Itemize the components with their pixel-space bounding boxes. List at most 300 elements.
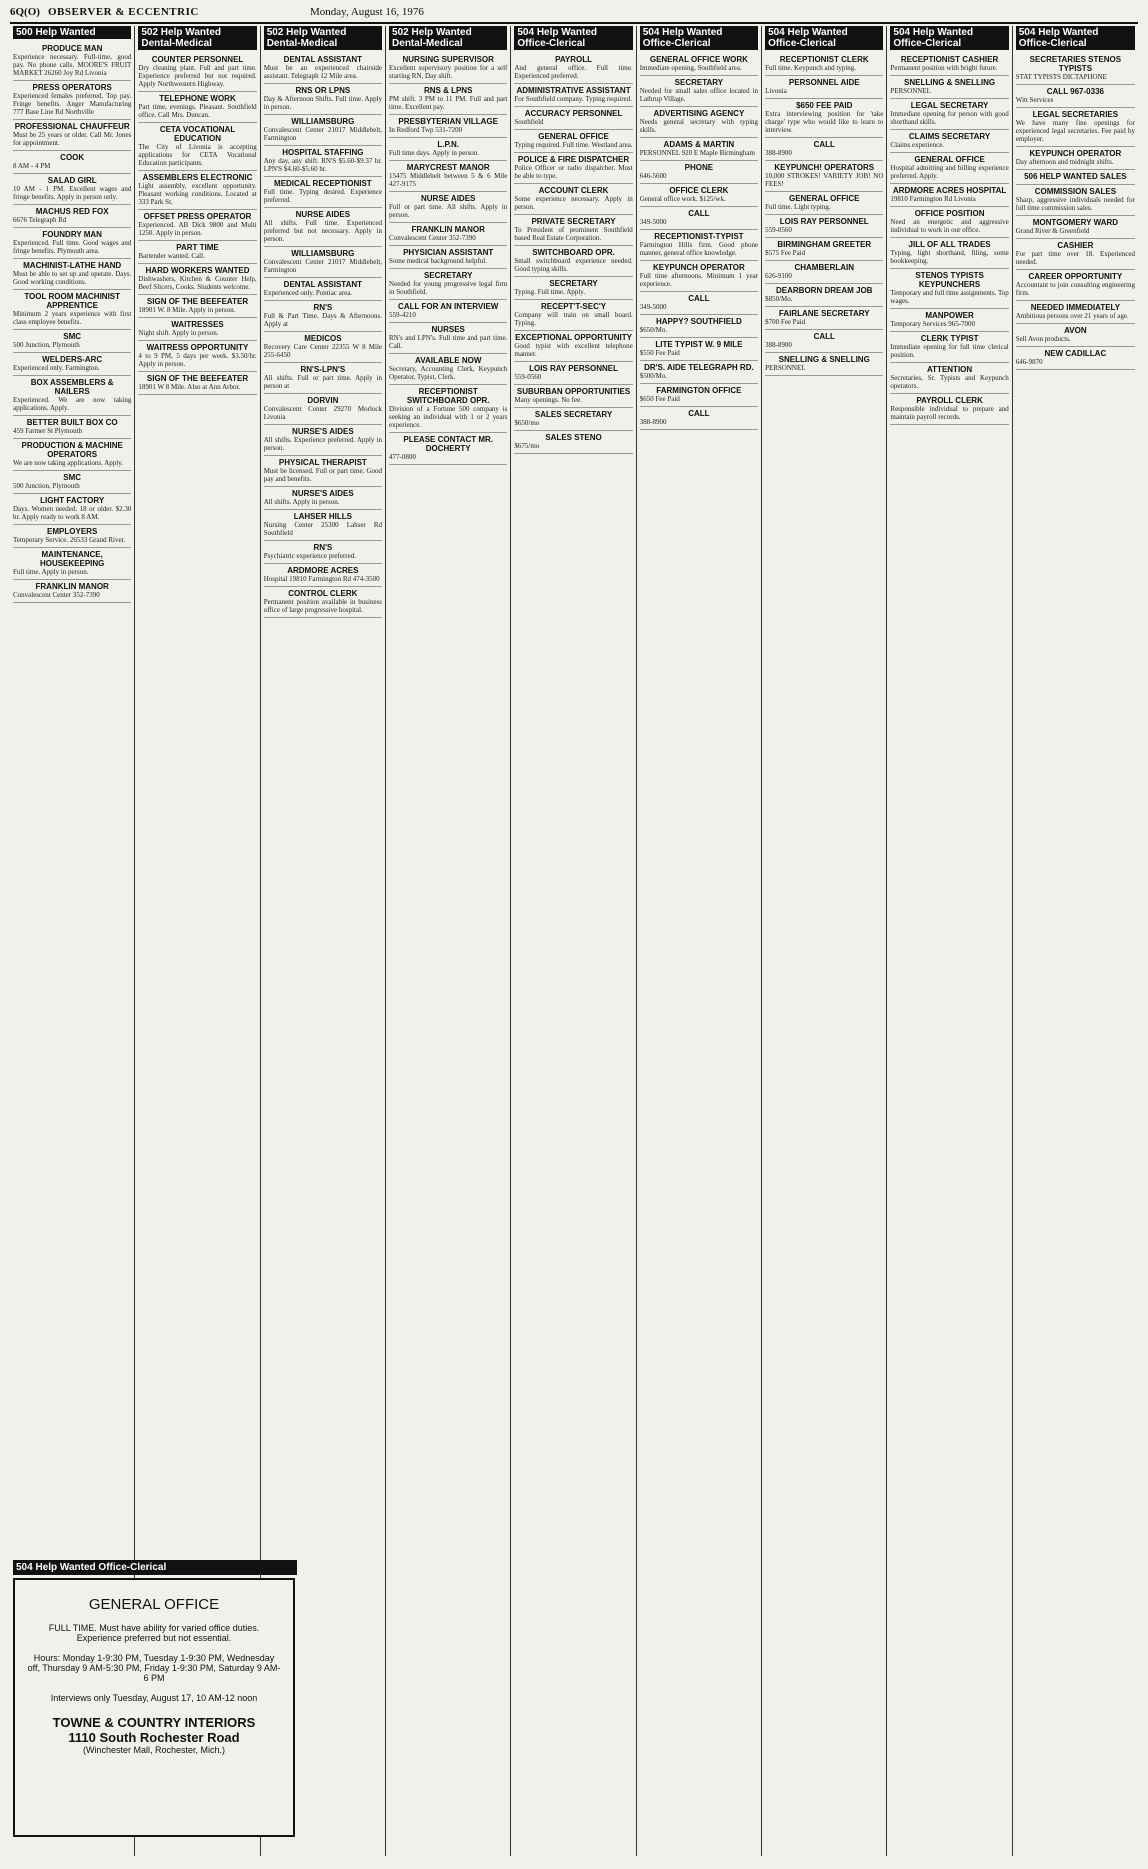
ad-body: Secretary, Accounting Clerk, Keypunch Operator, Typist, Clerk. <box>389 365 508 381</box>
classified-ad <box>264 177 382 208</box>
column-header: 504 Help Wanted Office-Clerical <box>1016 26 1135 50</box>
classified-ad <box>264 146 382 177</box>
classified-ad <box>13 439 131 471</box>
ad-body: Typing, light shorthand, filing, some bookkeeping. <box>890 249 1009 265</box>
classified-ad <box>514 184 632 215</box>
classified-ad <box>138 53 256 92</box>
ad-title: DENTAL ASSISTANT <box>283 55 363 64</box>
ad-title: CLAIMS SECRETARY <box>908 132 991 141</box>
ad-title: MACHUS RED FOX <box>35 207 109 216</box>
classified-ad <box>765 284 883 307</box>
classified-ad <box>138 210 256 241</box>
ad-body: Psychiatric experience preferred. <box>263 552 356 560</box>
ad-body: To President of prominent Southfield based Real Estate Corporation. <box>514 226 633 242</box>
ad-body: Hospital admitting and billing experience preferred. Apply. <box>890 164 1009 180</box>
ad-title: 506 HELP WANTED SALES <box>1024 172 1127 181</box>
classified-ad <box>765 353 883 376</box>
ad-title: CLERK TYPIST <box>920 334 979 343</box>
classified-ad <box>389 433 507 465</box>
ad-body: For Southfield company. Typing required. <box>514 95 632 103</box>
ad-body: Typing required. Full time. Westland area. <box>514 141 633 149</box>
ad-body: And general office. Full time. Experienced preferred. <box>514 64 633 80</box>
ad-body: Immediate opening, Southfield area. <box>639 64 742 72</box>
ad-body: Southfield <box>514 118 544 126</box>
classified-ad <box>514 107 632 130</box>
classified-ad <box>514 130 632 153</box>
ad-body: Many openings. No fee. <box>514 396 582 404</box>
classified-ad <box>765 99 883 138</box>
ad-title: PHYSICIAN ASSISTANT <box>403 248 494 257</box>
ad-title: SNELLING & SNELLING <box>778 355 870 364</box>
ad-body: 10 AM - 1 PM. Excellent wages and fringe benefits. Apply in person only. <box>13 185 132 201</box>
ad-body: 459 Farmer St Plymouth <box>13 427 83 435</box>
ad-title: LIGHT FACTORY <box>40 496 105 505</box>
ad-title: FRANKLIN MANOR <box>35 582 109 591</box>
ad-body: Day afternoon and midnight shifts. <box>1015 158 1114 166</box>
ad-title: PROFESSIONAL CHAUFFEUR <box>14 122 130 131</box>
ad-title: ACCURACY PERSONNEL <box>524 109 623 118</box>
ad-title: NURSE AIDES <box>421 194 476 203</box>
classified-ad <box>264 278 382 301</box>
ad-title: DR'S. AIDE TELEGRAPH RD. <box>644 363 754 372</box>
ad-title: SIGN OF THE BEEFEATER <box>146 297 249 306</box>
classified-ad <box>389 300 507 323</box>
ad-body: Sell Avon products. <box>1015 335 1071 343</box>
ad-body: Secretaries, Sr. Typists and Keypunch operators. <box>890 374 1009 390</box>
ad-body: 10,000 STROKES! VARIETY JOB! NO FEES! <box>765 172 884 188</box>
column-header: 500 Help Wanted <box>13 26 131 39</box>
classified-ad <box>514 300 632 331</box>
ad-title: HAPPY? SOUTHFIELD <box>656 317 742 326</box>
classified-ad <box>264 247 382 278</box>
column-header: 504 Help Wanted Office-Clerical <box>890 26 1008 50</box>
ad-title: NEEDED IMMEDIATELY <box>1030 303 1121 312</box>
ad-body: Need an energetic and aggressive individual to work in our office. <box>890 218 1009 234</box>
ad-body: Immediate opening for person with good shorthand skills. <box>890 110 1009 126</box>
ad-body: Full time afternoons. Minimum 1 year experience. <box>639 272 759 288</box>
ad-body: Full time days. Apply in person. <box>389 149 480 157</box>
ad-title: COUNTER PERSONNEL <box>151 55 244 64</box>
classified-ad <box>13 525 131 548</box>
ad-body: Permanent position available in business office of large progressive hospital. <box>263 598 383 614</box>
ad-body: Must be an experienced chairside assistant. Telegraph 12 Mile area. <box>263 64 383 80</box>
ad-title: PLEASE CONTACT MR. DOCHERTY <box>403 435 494 453</box>
ad-body: PERSONNEL <box>765 364 806 372</box>
ad-body: General office work. $125/wk. <box>639 195 726 203</box>
ad-body: For part time over 18. Experienced needed. <box>1015 250 1135 266</box>
classified-ad <box>1016 301 1135 324</box>
ad-body: $650/Mo. <box>639 326 668 334</box>
ad-title: SNELLING & SNELLING <box>904 78 996 87</box>
ad-title: ADVERTISING AGENCY <box>653 109 745 118</box>
classified-ad <box>389 323 507 354</box>
display-ad-address-note: (Winchester Mall, Rochester, Mich.) <box>82 1745 226 1755</box>
classified-ad <box>640 407 758 430</box>
classified-ad <box>1016 239 1135 270</box>
ad-body: Must be 25 years or older. Call Mr. Jones for appointment. <box>13 131 132 147</box>
ad-title: CALL 967-0336 <box>1046 87 1104 96</box>
ad-title: NURSE'S AIDES <box>292 489 354 498</box>
ad-title: CALL <box>813 332 835 341</box>
ad-title: $650 FEE PAID <box>796 101 853 110</box>
classified-ad <box>264 53 382 84</box>
ad-body: PERSONNEL <box>890 87 931 95</box>
classified-ad <box>640 384 758 407</box>
classified-ad <box>1016 324 1135 347</box>
ad-title: LOIS RAY PERSONNEL <box>529 364 618 373</box>
classified-ad <box>514 84 632 107</box>
ad-title: WAITRESSES <box>171 320 224 329</box>
ad-body: Temporary Services 965-7000 <box>890 320 976 328</box>
ad-title: HOSPITAL STAFFING <box>282 148 364 157</box>
classified-ad <box>640 76 758 107</box>
classified-ad <box>13 174 131 205</box>
bottom-ad-header: 504 Help Wanted Office-Clerical <box>13 1560 297 1575</box>
ad-title: TELEPHONE WORK <box>159 94 236 103</box>
ad-body: PERSONNEL 920 E Maple Birmingham <box>639 149 755 157</box>
ad-body: $675/mo <box>514 442 540 450</box>
ad-title: BETTER BUILT BOX CO <box>26 418 118 427</box>
ad-title: NEW CADILLAC <box>1044 349 1107 358</box>
ad-body: Must be able to set up and operate. Days. Good working conditions. <box>13 270 132 286</box>
classified-ad <box>514 215 632 246</box>
ad-body: Night shift. Apply in person. <box>138 329 219 337</box>
ad-body: Small switchboard experience needed. Good typing skills. <box>514 257 633 273</box>
ad-body: Company will train on small board. Typing. <box>514 311 633 327</box>
ad-title: NURSE AIDES <box>295 210 351 219</box>
classified-ad <box>514 246 632 277</box>
ad-title: MANPOWER <box>925 311 974 320</box>
classified-ad <box>264 564 382 587</box>
classified-ad <box>640 138 758 161</box>
classified-ad <box>514 385 632 408</box>
ad-body: 500 Junction, Plymouth <box>13 482 80 490</box>
classified-ad <box>640 184 758 207</box>
ad-body: Temporary and full time assignments. Top wages. <box>890 289 1009 305</box>
ad-body: All shifts. Full or part time. Apply in person at <box>263 374 383 390</box>
ad-body: Hospital 19810 Farmington Rd 474-3500 <box>263 575 380 583</box>
ad-title: SIGN OF THE BEEFEATER <box>146 374 249 383</box>
ad-body: 349-5000 <box>639 218 667 226</box>
classified-ad <box>264 208 382 247</box>
ad-title: FOUNDRY MAN <box>42 230 102 239</box>
ad-title: JILL OF ALL TRADES <box>908 240 991 249</box>
ad-title: PRESBYTERIAN VILLAGE <box>398 117 498 126</box>
ad-body: All shifts. Experience preferred. Apply in person. <box>263 436 383 452</box>
classified-ad <box>890 207 1008 238</box>
classified-ad <box>138 372 256 395</box>
classified-ad <box>13 353 131 376</box>
classified-ad <box>765 138 883 161</box>
ad-body: Witt Services <box>1015 96 1054 104</box>
classified-ad <box>765 76 883 99</box>
ad-body: 4 to 9 PM, 5 days per week. $3.50/hr. Apply in person. <box>138 352 257 368</box>
ad-title: LEGAL SECRETARIES <box>1032 110 1119 119</box>
ad-body: The City of Livonia is accepting applications for CETA Vocational Education participants. <box>138 143 257 167</box>
classified-ad <box>389 115 507 138</box>
ad-title: ARDMORE ACRES <box>287 566 359 575</box>
classified-ad <box>13 548 131 580</box>
ad-body: Any day, any shift. RN'S $5.60-$9.37 hr. LPN'S $4.60-$5.60 hr. <box>263 157 383 173</box>
ad-title: RNS & LPNS <box>423 86 473 95</box>
classified-ad <box>640 207 758 230</box>
ad-body: $650 Fee Paid <box>639 395 680 403</box>
ad-body: Needed for small sales office located in Lathrup Village. <box>639 87 759 103</box>
display-ad-company: TOWNE & COUNTRY INTERIORS <box>52 1715 256 1730</box>
classified-ad <box>389 246 507 269</box>
ad-title: ARDMORE ACRES HOSPITAL <box>892 186 1007 195</box>
ad-body: In Redford Twp 531-7200 <box>389 126 463 134</box>
ad-title: CETA VOCATIONAL EDUCATION <box>159 125 236 143</box>
classified-ad <box>264 363 382 394</box>
ad-title: PHONE <box>684 163 714 172</box>
classified-ad <box>138 264 256 295</box>
classified-ad <box>1016 147 1135 170</box>
classified-ad <box>890 238 1008 269</box>
ad-title: STENOS TYPISTS KEYPUNCHERS <box>915 271 984 289</box>
classified-ad <box>890 153 1008 184</box>
ad-title: FAIRLANE SECRETARY <box>778 309 870 318</box>
ad-title: COOK <box>60 153 85 162</box>
ad-body: Farmington Hills firm. Good phone manner, general office knowledge. <box>639 241 759 257</box>
ad-body: Dry cleaning plant. Full and part time. Experience preferred but not required. Apply Northwestern Highway. <box>138 64 257 88</box>
ad-title: KEYPUNCH OPERATOR <box>1029 149 1122 158</box>
ad-body: 559-0560 <box>765 226 792 234</box>
classified-ad <box>1016 170 1135 185</box>
ad-title: RN'S <box>313 303 333 312</box>
classified-ad <box>13 416 131 439</box>
ad-title: RNS OR LPNS <box>295 86 351 95</box>
classified-ad <box>389 53 507 84</box>
classified-ad <box>640 361 758 384</box>
column-9 <box>1013 26 1138 1856</box>
classified-ad <box>13 120 131 151</box>
classified-ad <box>640 261 758 292</box>
ad-body: 646-9870 <box>1015 358 1043 366</box>
ad-body: 559-4210 <box>389 311 416 319</box>
ad-body: Must be licensed. Full or part time. Good pay and benefits. <box>263 467 383 483</box>
ad-title: PART TIME <box>176 243 219 252</box>
ad-body: 388-8900 <box>765 341 792 349</box>
ad-body: Part time, evenings. Pleasant. Southfield office. Call Mrs. Duncan. <box>138 103 257 119</box>
classified-ad <box>264 332 382 363</box>
ad-body: Convalescent Center 21017 Middlebelt, Farmington <box>263 126 383 142</box>
column-header: 504 Help Wanted Office-Clerical <box>514 26 632 50</box>
ad-body: Ambitious persons over 21 years of age. <box>1015 312 1129 320</box>
classified-ad <box>890 53 1008 76</box>
ad-title: SWITCHBOARD OPR. <box>532 248 615 257</box>
ad-title: ATTENTION <box>926 365 973 374</box>
ad-body: 8 AM - 4 PM <box>13 162 51 170</box>
classified-ad <box>13 330 131 353</box>
classified-ad <box>514 408 632 431</box>
classified-ad <box>765 330 883 353</box>
ad-title: RN'S-LPN'S <box>300 365 346 374</box>
ad-title: OFFICE POSITION <box>914 209 985 218</box>
classified-ad <box>765 261 883 284</box>
classified-ad <box>264 394 382 425</box>
ad-title: PRODUCTION & MACHINE OPERATORS <box>21 441 123 459</box>
ad-title: NURSE'S AIDES <box>292 427 354 436</box>
ad-body: Typing. Full time. Apply. <box>514 288 585 296</box>
ad-body: All shifts. Full time. Experienced preferred but not necessary. Apply in person. <box>263 219 383 243</box>
ad-body: We have many fine openings for experienced legal secretaries. Fee paid by employer. <box>1015 119 1135 143</box>
classified-ad <box>138 123 256 171</box>
classified-ad <box>13 471 131 494</box>
ad-title: SALAD GIRL <box>47 176 97 185</box>
ad-body: All shifts. Apply in person. <box>263 498 340 506</box>
ad-title: FRANKLIN MANOR <box>411 225 485 234</box>
ad-title: CALL <box>688 409 710 418</box>
column-8 <box>887 26 1012 1856</box>
classified-ad <box>389 223 507 246</box>
ad-title: PRODUCE MAN <box>41 44 103 53</box>
classified-ad <box>765 53 883 76</box>
ad-title: FARMINGTON OFFICE <box>656 386 742 395</box>
ad-body: STAT TYPISTS DICTAPHONE <box>1015 73 1107 81</box>
classified-ad <box>1016 185 1135 216</box>
classified-ad <box>13 376 131 416</box>
ad-title: MARYCREST MANOR <box>406 163 490 172</box>
classified-ad <box>640 107 758 138</box>
ad-title: POLICE & FIRE DISPATCHER <box>517 155 630 164</box>
ad-title: SALES SECRETARY <box>534 410 613 419</box>
ad-body: 18901 W 8 Mile. Also at Ann Arbor. <box>138 383 241 391</box>
ad-body: We are now taking applications. Apply. <box>13 459 123 467</box>
classified-ad <box>890 269 1008 309</box>
classified-ad <box>138 341 256 372</box>
ad-title: SECRETARIES STENOS TYPISTS <box>1029 55 1122 73</box>
ad-title: ACCOUNT CLERK <box>538 186 609 195</box>
ad-body: Minimum 2 years experience with first class employee benefits. <box>13 310 132 326</box>
ad-body: Experienced. Full time. Good wages and fringe benefits. Plymouth area. <box>13 239 132 255</box>
column-header: 502 Help Wanted Dental-Medical <box>389 26 507 50</box>
ad-body: Claims experience. <box>890 141 945 149</box>
ad-title: NURSING SUPERVISOR <box>402 55 494 64</box>
ad-title: MEDICOS <box>304 334 342 343</box>
display-ad-address: 1110 South Rochester Road <box>68 1730 240 1745</box>
ad-body: 18901 W. 8 Mile. Apply in person. <box>138 306 236 314</box>
classified-ad <box>13 151 131 174</box>
ad-body: Dishwashers, Kitchen & Counter Help, Beef Slicers, Cooks. Students welcome. <box>138 275 257 291</box>
ad-body: Accountant to join consulting engineering firm. <box>1015 281 1135 297</box>
ad-title: RN'S <box>313 543 333 552</box>
classified-ad <box>1016 270 1135 301</box>
ad-title: ASSEMBLERS ELECTRONIC <box>142 173 253 182</box>
classified-ad <box>765 238 883 261</box>
ad-title: CHAMBERLAIN <box>794 263 855 272</box>
ad-title: LAHSER HILLS <box>293 512 352 521</box>
classified-ad <box>890 184 1008 207</box>
ad-body: Division of a Fortune 500 company is seeking an individual with 1 or 2 years experience. <box>389 405 508 429</box>
page-number: 6Q(O) <box>10 6 40 18</box>
classified-ad <box>138 318 256 341</box>
display-ad-hours: Hours: Monday 1-9:30 PM, Tuesday 1-9:30 PM, Wednesday off, Thursday 9 AM-5:30 PM, Friday 1-9:30 PM, Saturday 9 AM-6 PM <box>27 1653 281 1683</box>
ad-body: $700 Fee Paid <box>765 318 806 326</box>
ad-title: COMMISSION SALES <box>1034 187 1117 196</box>
classified-ad <box>389 269 507 300</box>
classified-ad <box>138 171 256 210</box>
ad-body: 646-5600 <box>639 172 667 180</box>
ad-body: Full time. Apply in person. <box>13 568 89 576</box>
ad-body: 15475 Middlebelt between 5 & 6 Mile 427-9175 <box>389 172 508 188</box>
ad-title: PERSONNEL AIDE <box>788 78 860 87</box>
column-header: 502 Help Wanted Dental-Medical <box>138 26 256 50</box>
ad-title: RECEPTIONIST SWITCHBOARD OPR. <box>406 387 490 405</box>
classified-ad <box>514 53 632 84</box>
classified-ad <box>264 84 382 115</box>
ad-title: CALL FOR AN INTERVIEW <box>398 302 499 311</box>
ad-title: AVAILABLE NOW <box>415 356 482 365</box>
ad-title: MACHINIST-LATHE HAND <box>23 261 122 270</box>
ad-body: Experienced. AB Dick 9800 and Multi 1250. Apply in person. <box>138 221 257 237</box>
ad-title: BIRMINGHAM GREETER <box>777 240 872 249</box>
ad-body: Extra interviewing position for 'take charge' type who would like to learn to interview. <box>765 110 884 134</box>
ad-title: CAREER OPPORTUNITY <box>1028 272 1123 281</box>
classified-ad <box>389 385 507 433</box>
classified-ad <box>389 84 507 115</box>
ad-body: Good typist with excellent telephone manner. <box>514 342 633 358</box>
ad-title: SALES STENO <box>545 433 602 442</box>
ad-body: Convalescent Center 21017 Middlebelt, Farmington <box>263 258 383 274</box>
ad-title: RECEPTIONIST-TYPIST <box>654 232 744 241</box>
ad-title: MAINTENANCE, HOUSEKEEPING <box>39 550 105 568</box>
ad-title: ADMINISTRATIVE ASSISTANT <box>516 86 631 95</box>
ad-title: PRESS OPERATORS <box>32 83 112 92</box>
classified-ad <box>389 192 507 223</box>
classified-ad <box>640 338 758 361</box>
classified-ad <box>264 510 382 541</box>
classified-ad <box>514 277 632 300</box>
classified-ad <box>264 425 382 456</box>
ad-body: Some experience necessary. Apply in person. <box>514 195 633 211</box>
classified-ad <box>138 295 256 318</box>
ad-body: Days. Women needed. 18 or older. $2.30 hr. Apply ready to work 8 AM. <box>13 505 132 521</box>
paper-name: OBSERVER & ECCENTRIC <box>48 6 199 18</box>
classified-ad <box>13 81 131 120</box>
ad-body: 19810 Farmington Rd Livonia <box>890 195 976 203</box>
classified-ad <box>890 130 1008 153</box>
ad-body: Full or part time. All shifts. Apply in person. <box>389 203 508 219</box>
classified-ad <box>890 99 1008 130</box>
classified-ad <box>264 115 382 146</box>
ad-body: 559-0560 <box>514 373 542 381</box>
ad-body: Convalescent Center 29270 Morlock Livonia <box>263 405 383 421</box>
ad-body: Permanent position with bright future. <box>890 64 998 72</box>
classified-ad <box>13 290 131 330</box>
ad-body: Needed for young progressive legal firm in Southfield. <box>389 280 508 296</box>
ad-title: RECEPTIONIST CLERK <box>779 55 869 64</box>
masthead <box>10 6 1138 24</box>
classified-ad <box>640 292 758 315</box>
ad-body: RN's and LPN's. Full time and part time. Call. <box>389 334 508 350</box>
ad-title: LEGAL SECRETARY <box>910 101 989 110</box>
display-ad-body: FULL TIME. Must have ability for varied office duties. Experience preferred but not essential. <box>48 1623 260 1643</box>
ad-body: 626-9100 <box>765 272 792 280</box>
classified-ad <box>389 354 507 385</box>
ad-body: Nursing Center 25300 Lahser Rd Southfield <box>263 521 383 537</box>
ad-body: Full time. Light typing. <box>765 203 831 211</box>
classified-ad <box>890 332 1008 363</box>
classified-ad <box>765 161 883 192</box>
ad-body: Immediate opening for full time clerical position. <box>890 343 1009 359</box>
ad-body: $500/Mo. <box>639 372 668 380</box>
ad-title: MEDICAL RECEPTIONIST <box>274 179 372 188</box>
classified-ad <box>514 153 632 184</box>
classified-ad <box>264 456 382 487</box>
classified-ad <box>13 42 131 81</box>
ad-body: Full & Part Time. Days & Afternoons. Apply at <box>263 312 383 328</box>
